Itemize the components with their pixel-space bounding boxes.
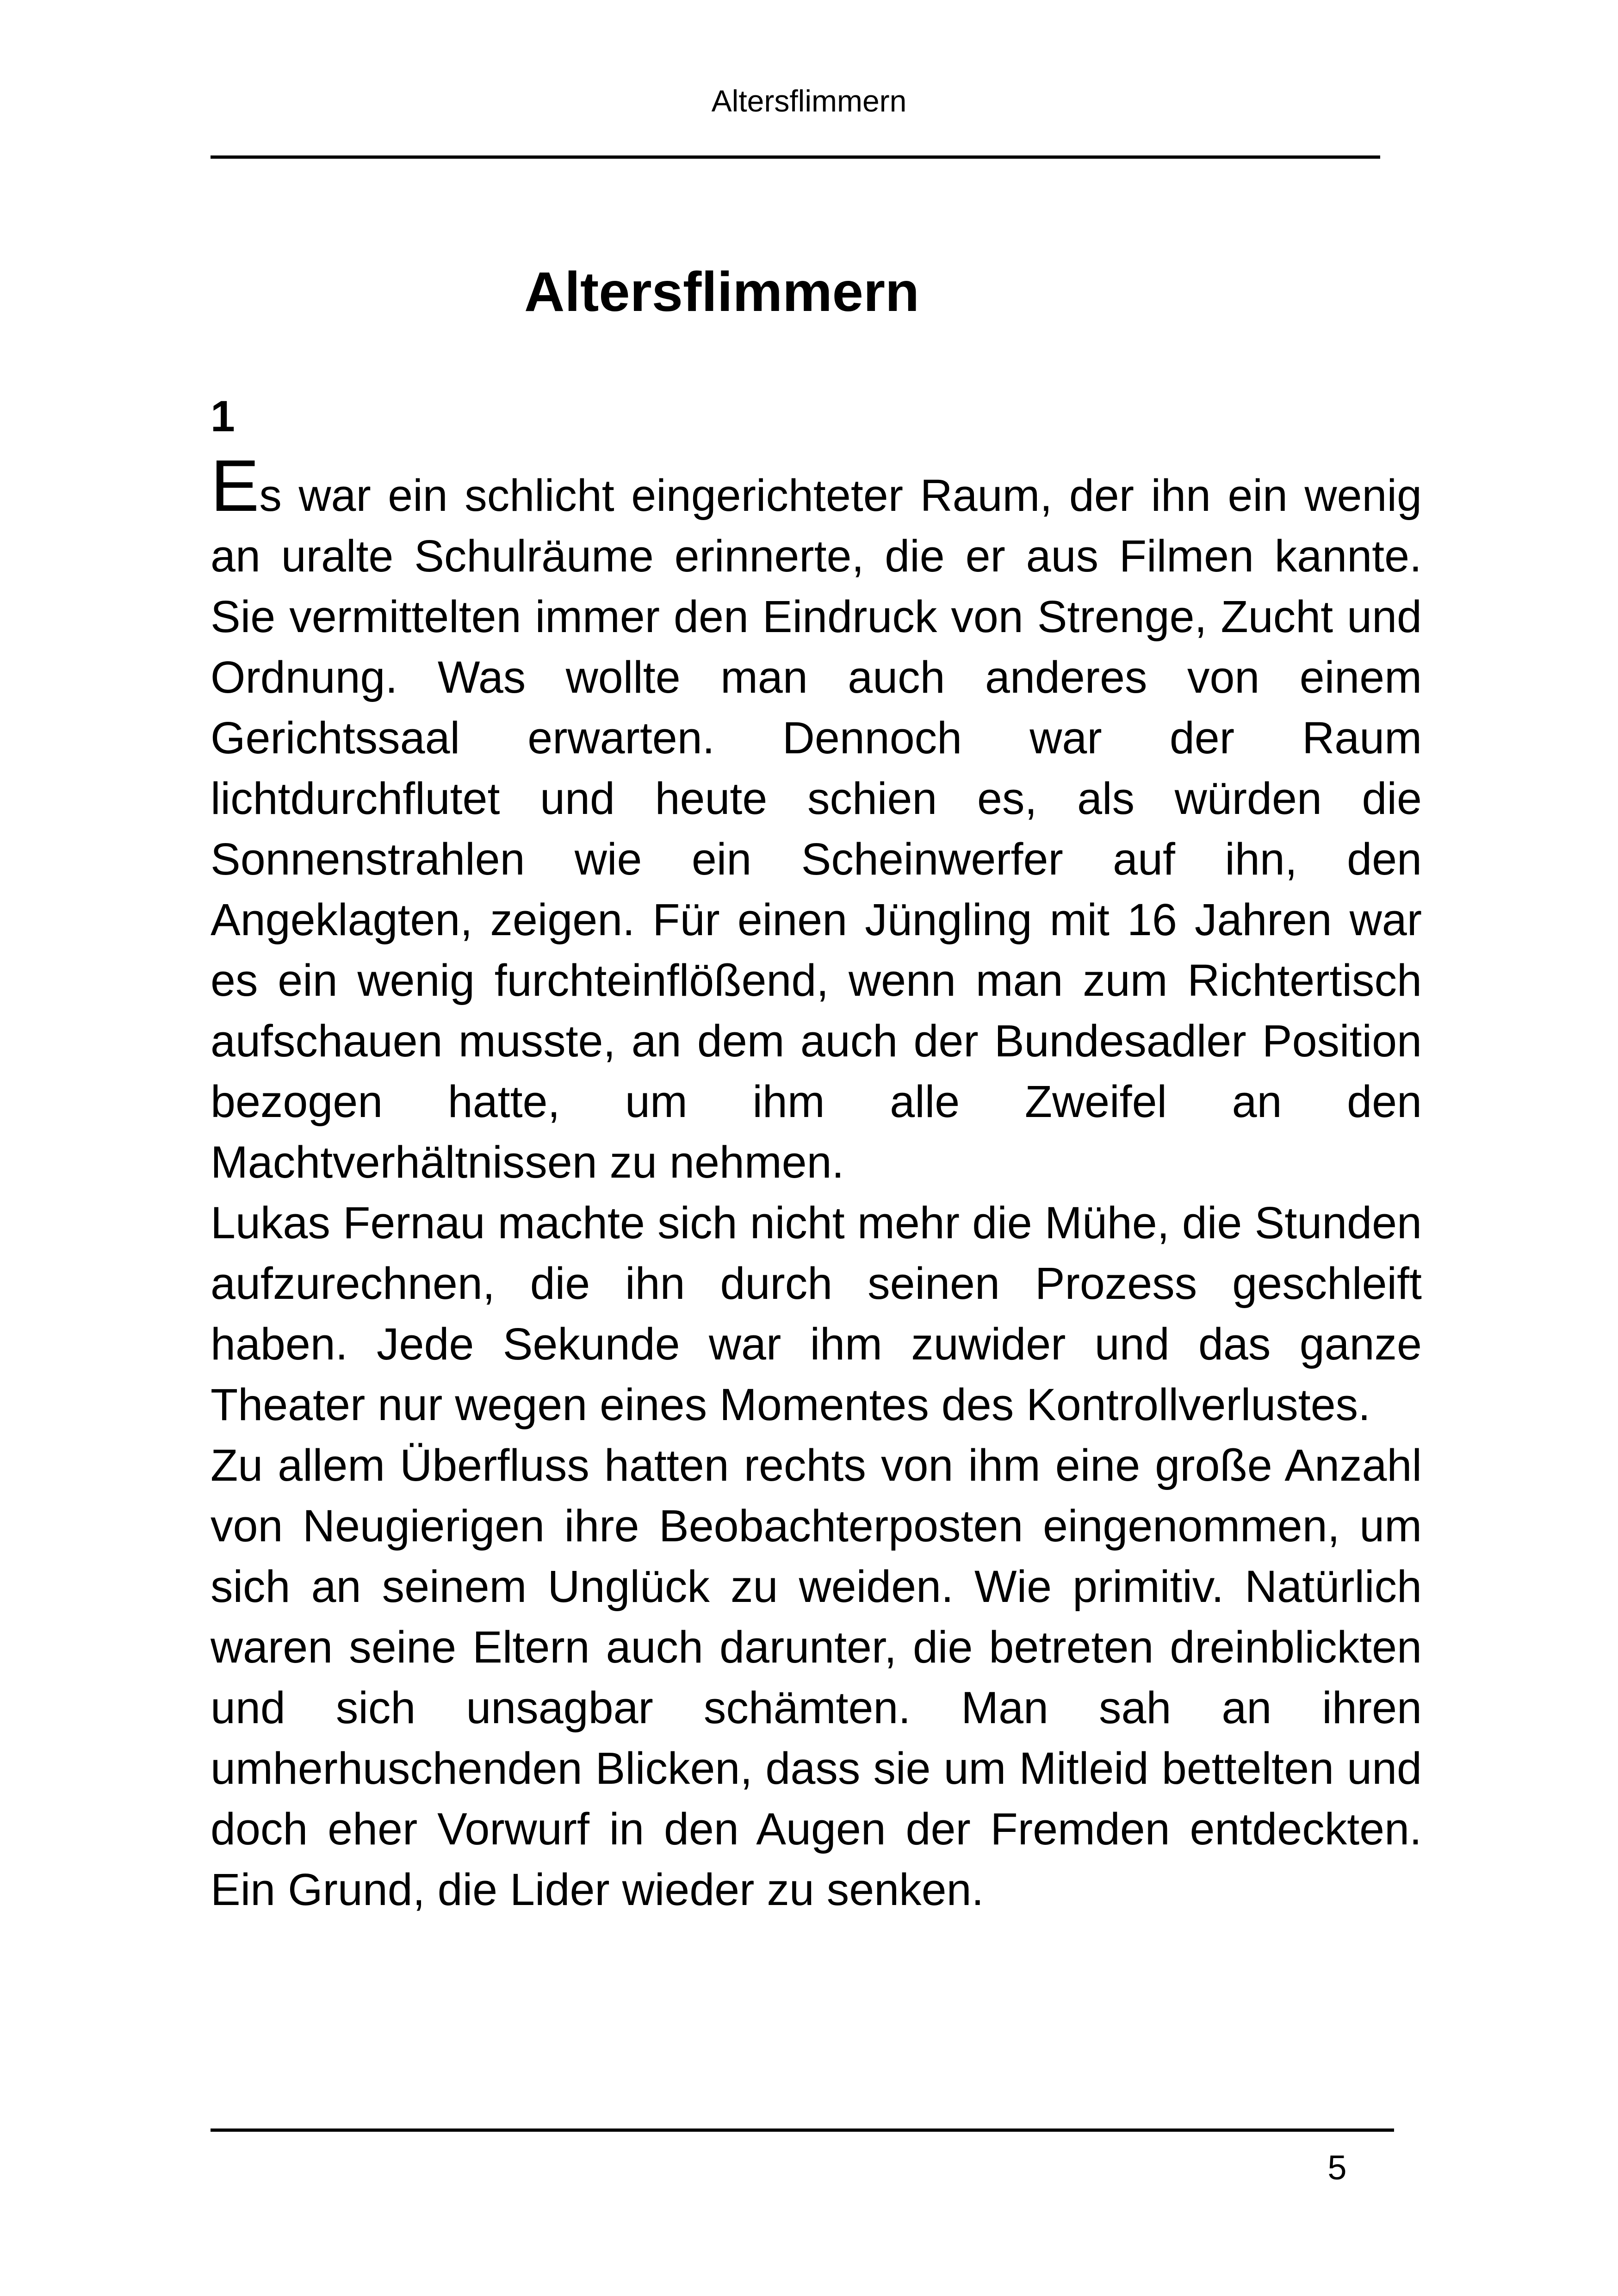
footer-divider xyxy=(211,2128,1394,2132)
paragraph-1 xyxy=(211,445,1422,1192)
page-number: 5 xyxy=(1327,2148,1347,2187)
paragraph-2: Lukas Fernau machte sich nicht mehr die Mühe, die Stunden aufzurechnen, die ihn durch seinen Prozess geschleift haben. Jede Sekunde war ihm zuwider und das ganze Theater nur wegen eines Momentes des Kontrollverlustes. xyxy=(211,1198,1422,1430)
paragraph-text: s war ein schlicht eingerichteter Raum, der ihn ein wenig an uralte Schulräume erinnerte, die er aus Filmen kannte. Sie vermittelten immer den Eindruck von Strenge, Zucht und Ordnung. Was wollte man auch anderes von einem Gerichtssaal erwarten. Dennoch war der Raum lichtdurchflutet und heute schien es, als würden die Sonnenstrahlen wie ein Scheinwerfer auf ihn, den Angeklagten, zeigen. Für einen Jüngling mit 16 Jahren war es ein wenig furchteinflößend, wenn man zum Richtertisch aufschauen musste, an dem auch der Bundesadler Position bezogen hatte, um ihm alle Zweifel an den Machtverhältnissen zu nehmen. xyxy=(211,470,1422,1187)
chapter-body xyxy=(211,445,1422,1920)
chapter-title: Altersflimmern xyxy=(524,260,919,323)
header-divider xyxy=(211,155,1380,159)
paragraph-3: Zu allem Überfluss hatten rechts von ihm eine große Anzahl von Neugierigen ihre Beobachterposten eingenommen, um sich an seinem Unglück zu weiden. Wie primitiv. Natürlich waren seine Eltern auch darunter, die betreten dreinblickten und sich unsagbar schämten. Man sah an ihren umherhuschenden Blicken, dass sie um Mitleid bettelten und doch eher Vorwurf in den Augen der Fremden entdeckten. Ein Grund, die Lider wieder zu senken. xyxy=(211,1440,1422,1915)
chapter-number: 1 xyxy=(211,392,235,441)
running-header: Altersflimmern xyxy=(711,84,907,118)
drop-cap-initial: E xyxy=(211,445,260,527)
